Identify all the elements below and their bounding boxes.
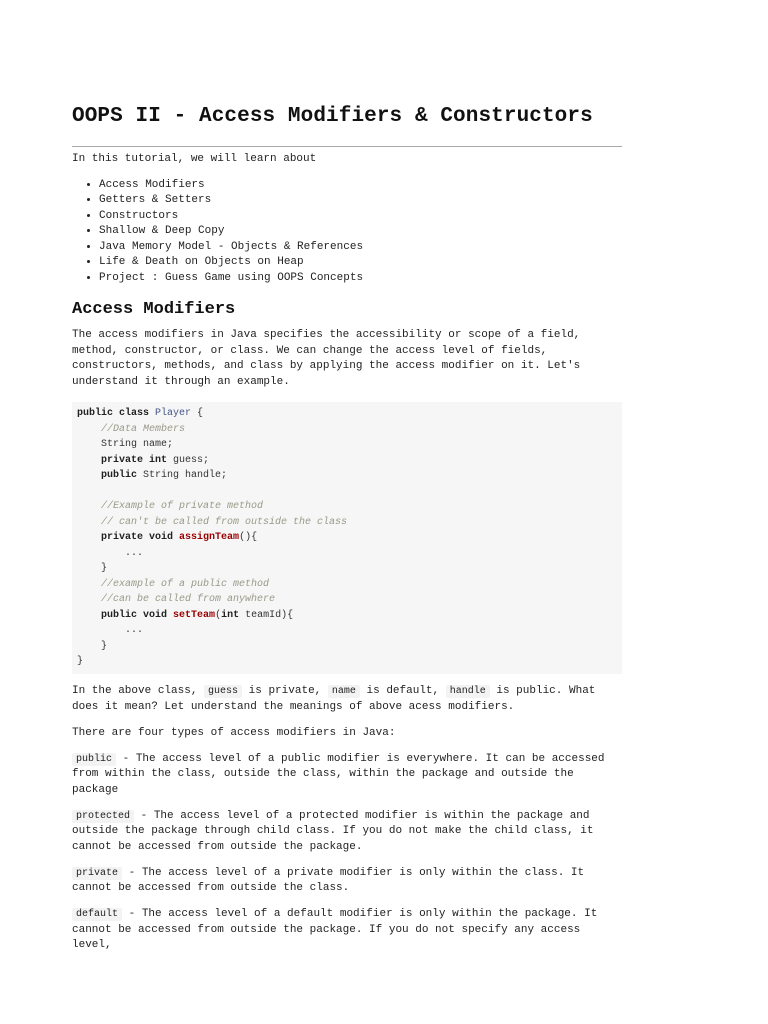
paragraph-text: is default, bbox=[366, 685, 440, 697]
code-line bbox=[77, 639, 617, 655]
code-text: String name; bbox=[101, 439, 174, 450]
list-item: • Project : Guess Game using OOPS Concepts bbox=[99, 271, 622, 287]
code-comment: //can be called from anywhere bbox=[101, 594, 276, 605]
paragraph-text: - The access level of a default modifier is only within the package. It cannot be accessed from outside the package. If you do not specify any access level, bbox=[72, 908, 598, 951]
code-line bbox=[77, 530, 617, 546]
topic-list bbox=[72, 178, 622, 287]
code-line bbox=[77, 422, 617, 438]
code-comment: //example of a public method bbox=[101, 578, 270, 590]
code-keyword: private int bbox=[101, 454, 168, 466]
code-line bbox=[77, 608, 617, 624]
code-text: } bbox=[101, 563, 108, 574]
code-text: { bbox=[191, 408, 204, 419]
inline-code: name bbox=[328, 685, 360, 698]
code-function-name: assignTeam bbox=[179, 532, 240, 543]
paragraph-text: - The access level of a private modifier is only within the class. It cannot be accessed from outside the class. bbox=[72, 866, 585, 894]
code-line bbox=[77, 515, 617, 531]
modifier-default bbox=[72, 907, 622, 954]
code-text: guess; bbox=[167, 454, 210, 466]
code-keyword: public void bbox=[101, 609, 168, 621]
code-line bbox=[77, 453, 617, 469]
code-line bbox=[77, 654, 617, 670]
code-text: (){ bbox=[239, 532, 258, 543]
modifier-private bbox=[72, 866, 622, 897]
code-class-name: Player bbox=[155, 408, 192, 419]
code-line bbox=[77, 577, 617, 593]
code-line bbox=[77, 592, 617, 608]
paragraph-text: is public. What does it mean? Let understand the meanings of above acess modifiers. bbox=[72, 685, 596, 713]
intro-text: In this tutorial, we will learn about bbox=[72, 153, 317, 165]
code-text: teamId){ bbox=[239, 609, 294, 621]
list-item: • Access Modifiers bbox=[99, 178, 622, 194]
code-function-name: setTeam bbox=[173, 609, 216, 621]
paragraph-text: In the above class, bbox=[72, 685, 198, 697]
code-line-blank bbox=[77, 484, 617, 500]
code-keyword: public bbox=[101, 470, 138, 481]
code-line bbox=[77, 623, 617, 639]
document-content bbox=[72, 103, 622, 954]
code-text: } bbox=[77, 656, 84, 667]
code-comment: //Example of private method bbox=[101, 501, 264, 512]
code-line bbox=[77, 437, 617, 453]
code-block bbox=[72, 402, 622, 674]
title-divider bbox=[72, 146, 622, 147]
code-text: ... bbox=[125, 547, 144, 559]
code-text: String handle; bbox=[137, 470, 228, 481]
code-line bbox=[77, 468, 617, 484]
code-text: ( bbox=[215, 609, 222, 621]
code-text: ... bbox=[125, 625, 144, 636]
code-text: } bbox=[101, 640, 108, 652]
list-item: • Life & Death on Objects on Heap bbox=[99, 255, 622, 271]
explanation-paragraph bbox=[72, 684, 622, 715]
list-item: • Java Memory Model - Objects & References bbox=[99, 240, 622, 256]
paragraph-text: - The access level of a protected modifier is within the package and outside the package through child class. If you do not make the child class, it cannot be accessed from outside the package. bbox=[72, 809, 594, 853]
code-line bbox=[77, 406, 617, 422]
list-item: • Shallow & Deep Copy bbox=[99, 224, 622, 240]
modifier-protected bbox=[72, 809, 622, 856]
code-line bbox=[77, 546, 617, 562]
inline-code: handle bbox=[446, 685, 490, 698]
code-comment: // can't be called from outside the class bbox=[101, 516, 348, 528]
code-keyword: public class bbox=[77, 408, 150, 419]
page-title: OOPS II - Access Modifiers & Constructors bbox=[72, 105, 593, 128]
code-comment: //Data Members bbox=[101, 423, 186, 435]
modifier-public bbox=[72, 752, 622, 799]
paragraph-text: - The access level of a public modifier is everywhere. It can be accessed from within the class, outside the class, within the package and outside the package bbox=[72, 752, 605, 796]
inline-code: private bbox=[72, 867, 122, 880]
code-keyword: int bbox=[221, 609, 240, 621]
list-item: • Constructors bbox=[99, 209, 622, 225]
inline-code: public bbox=[72, 753, 116, 766]
paragraph-text: is private, bbox=[248, 685, 322, 697]
types-intro: There are four types of access modifiers in Java: bbox=[72, 726, 396, 739]
inline-code: protected bbox=[72, 810, 134, 823]
code-line bbox=[77, 561, 617, 577]
code-keyword: private void bbox=[101, 532, 174, 543]
section-heading: Access Modifiers bbox=[72, 300, 236, 319]
list-item: • Getters & Setters bbox=[99, 193, 622, 209]
inline-code: default bbox=[72, 908, 122, 921]
section-paragraph: The access modifiers in Java specifies the accessibility or scope of a field, method, constructor, or class. We can change the access level of fields, constructors, methods, and class by applying the access modifier on it. Let's understand it through an example. bbox=[72, 329, 581, 388]
code-line bbox=[77, 499, 617, 515]
inline-code: guess bbox=[204, 685, 242, 698]
